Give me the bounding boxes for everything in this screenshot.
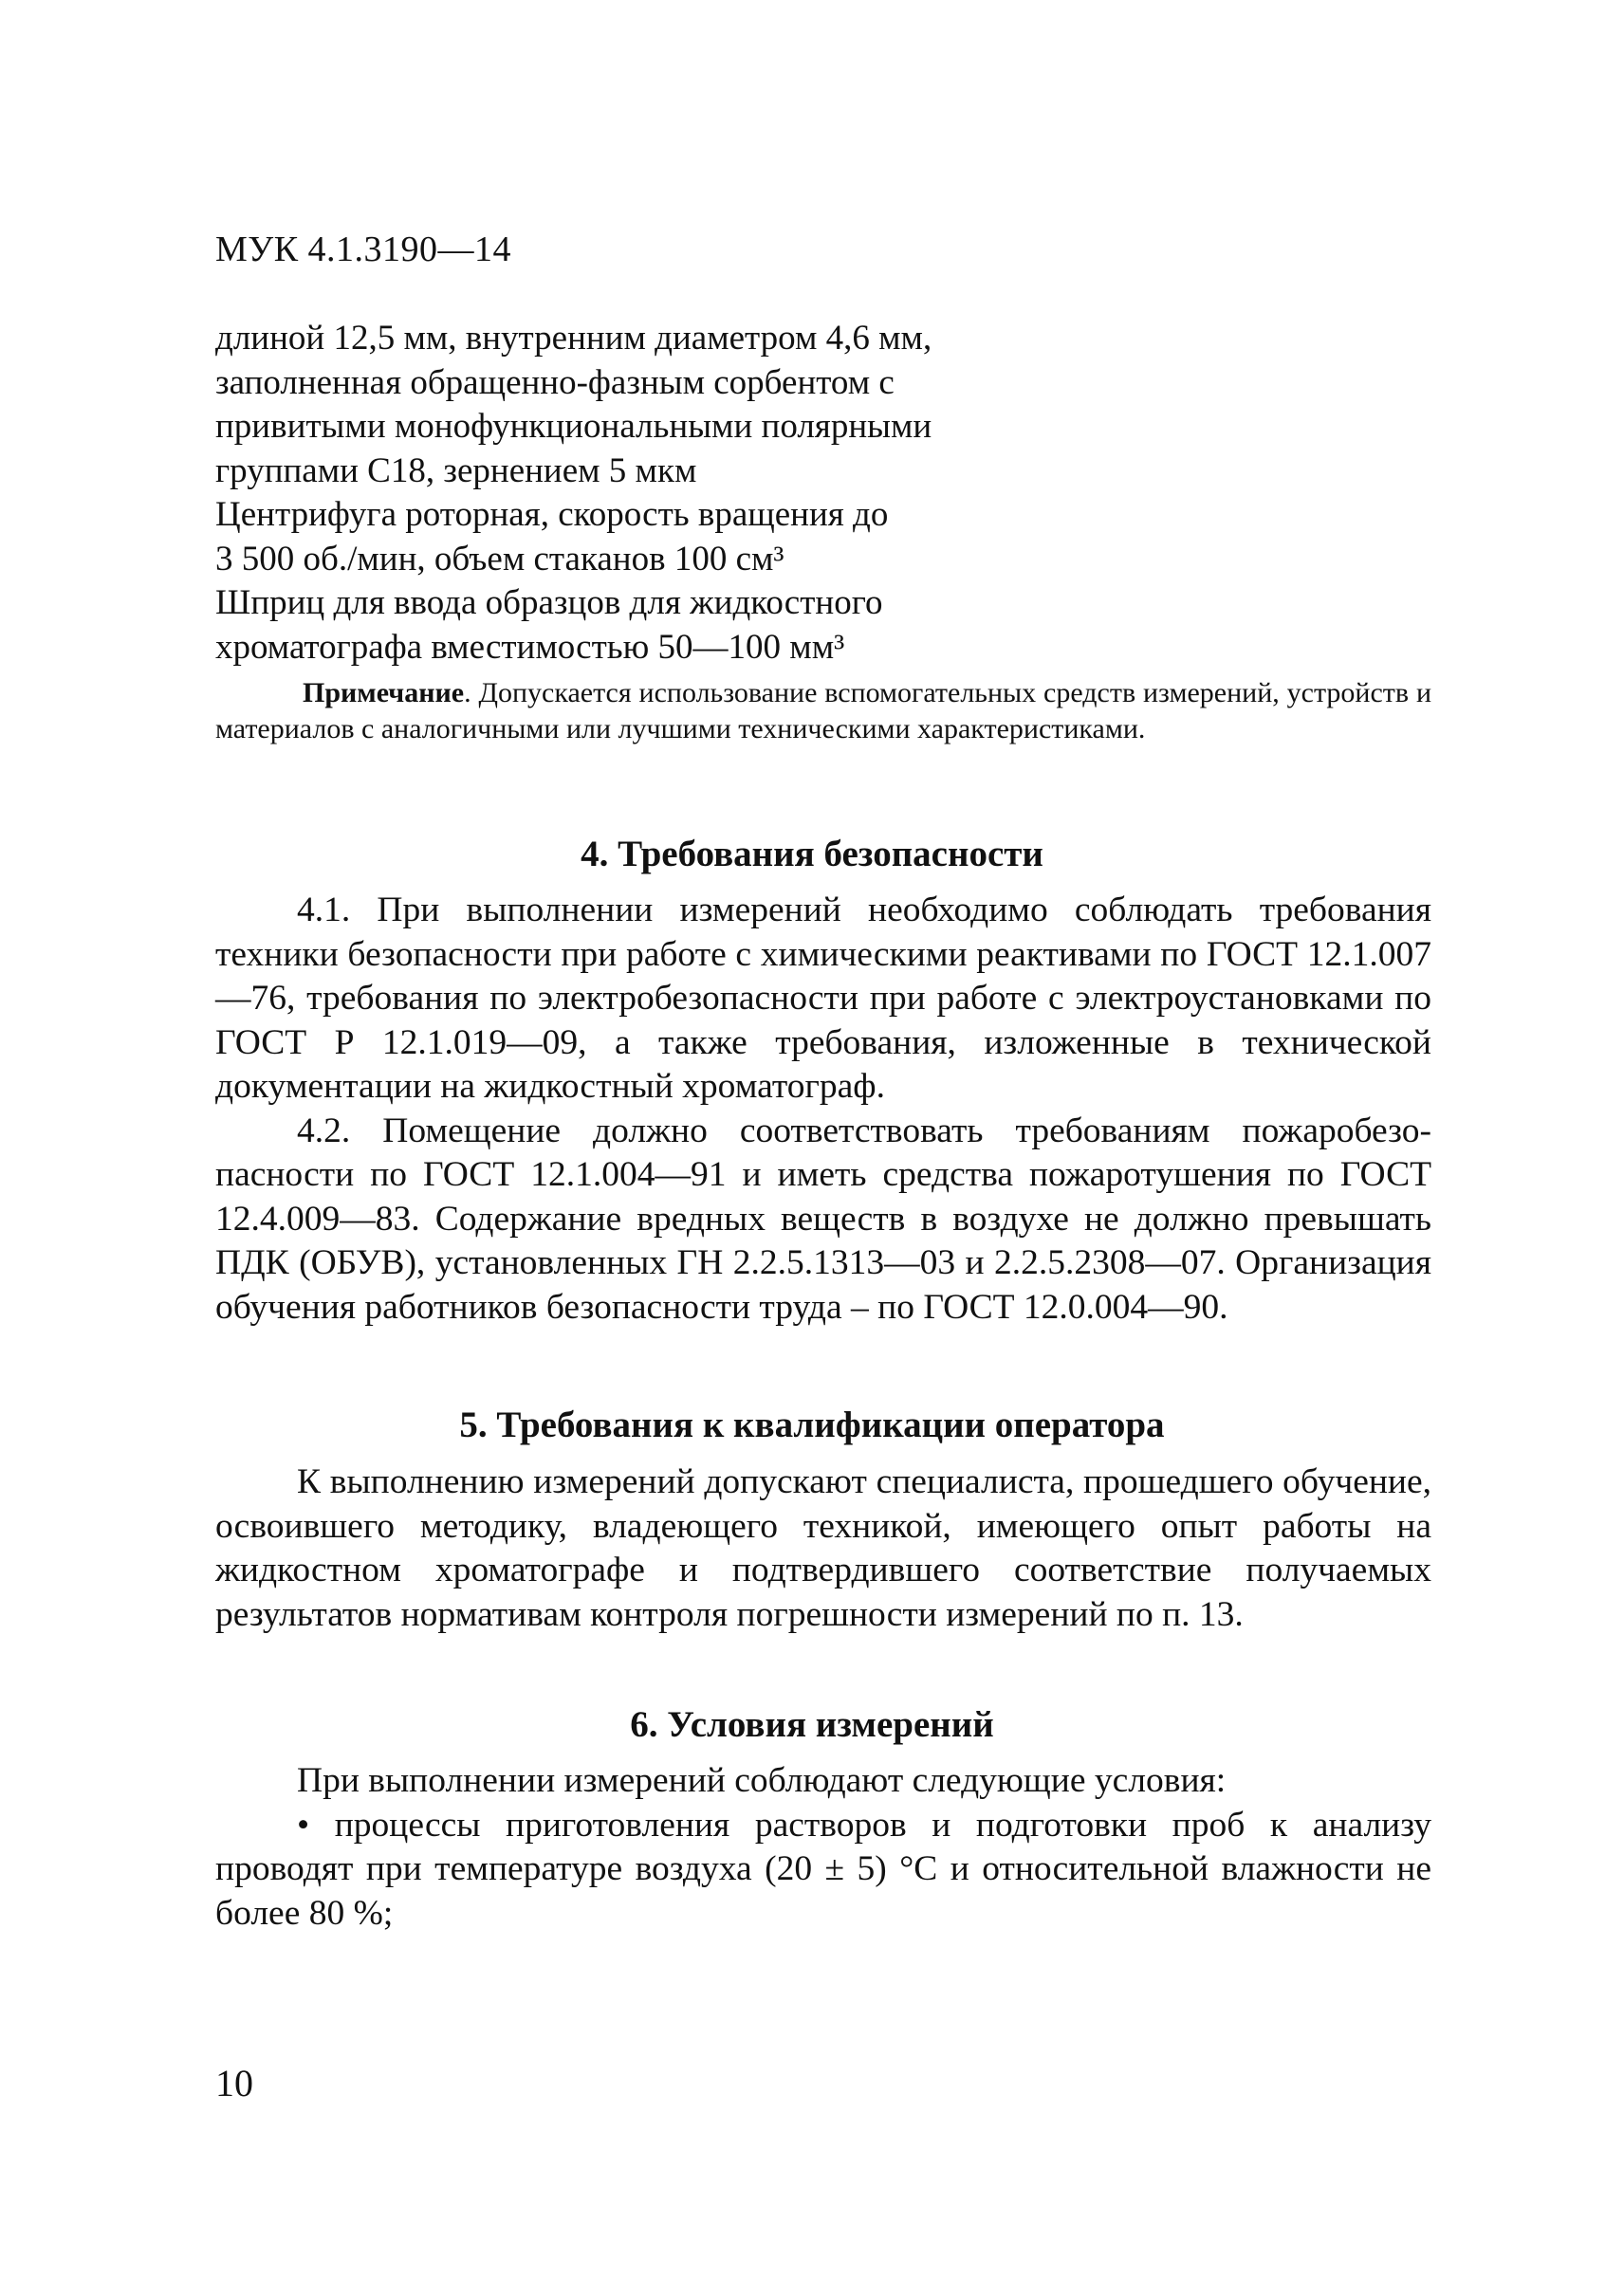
section-6-title: 6. Условия измерений — [630, 1704, 994, 1745]
paragraph-5-1: К выполнению измерений допускают специалиста, прошедшего обучение, освоившего методику, владеющего техникой, имеющего опыт работы на жидкостном хроматографе и подтвердившего соответствие получаемых результатов нормативам контроля погрешности измерений по п. 13. — [215, 1462, 1431, 1634]
running-header: МУК 4.1.3190—14 — [215, 230, 512, 269]
paragraph-4-2: 4.2. Помещение должно соответствовать требованиям пожаробезопасности по ГОСТ 12.1.004—91 и иметь средства пожаротушения по ГОСТ 12.4.009—83. Содержание вредных веществ в воздухе не должно превышать ПДК (ОБУВ), установленных ГН 2.2.5.1313—03 и 2.2.5.2308—07. Организация обучения работников безопасности труда – по ГОСТ 12.0.004—90. — [215, 1111, 1431, 1327]
equipment-line: Шприц для ввода образцов для жидкостного — [215, 583, 883, 622]
section-6-body — [215, 1759, 1431, 1936]
section-5-title: 5. Требования к квалификации оператора — [459, 1405, 1165, 1445]
equipment-line: привитыми монофункциональными полярными — [215, 407, 932, 446]
equipment-line: Центрифуга роторная, скорость вращения до — [215, 495, 889, 534]
paragraph-6-2: • процессы приготовления растворов и подготовки проб к анализу проводят при температуре воздуха (20 ± 5) °С и относительной влажности не более 80 %; — [215, 1805, 1431, 1933]
section-4-body — [215, 889, 1431, 1330]
equipment-line: 3 500 об./мин, объем стаканов 100 см³ — [215, 539, 784, 579]
equipment-list — [215, 317, 1069, 670]
paragraph-6-1: При выполнении измерений соблюдают следующие условия: — [297, 1761, 1227, 1800]
equipment-line: длиной 12,5 мм, внутренним диаметром 4,6 мм, — [215, 319, 932, 358]
note-text: . Допускается использование вспомогательных средств измерений, устройств и материалов с аналогичными или лучшими техническими характеристиками. — [215, 677, 1431, 744]
section-5-body — [215, 1460, 1431, 1637]
equipment-line: хроматографа вместимостью 50—100 мм³ — [215, 627, 845, 667]
note-label: Примечание — [303, 677, 465, 708]
equipment-line: заполненная обращенно-фазным сорбентом с — [215, 362, 895, 402]
page-number: 10 — [215, 2062, 253, 2104]
note — [215, 675, 1431, 747]
equipment-line: группами С18, зернением 5 мкм — [215, 450, 697, 490]
paragraph-4-1: 4.1. При выполнении измерений необходимо соблюдать требования техники безопасности при работе с химическими реактивами по ГОСТ 12.1.007—76, требования по электробезопасности при работе с электроустановками по ГОСТ Р 12.1.019—09, а также требования, изложенные в технической документации на жидкостный хроматограф. — [215, 891, 1431, 1106]
section-4-title: 4. Требования безопасности — [581, 834, 1043, 874]
